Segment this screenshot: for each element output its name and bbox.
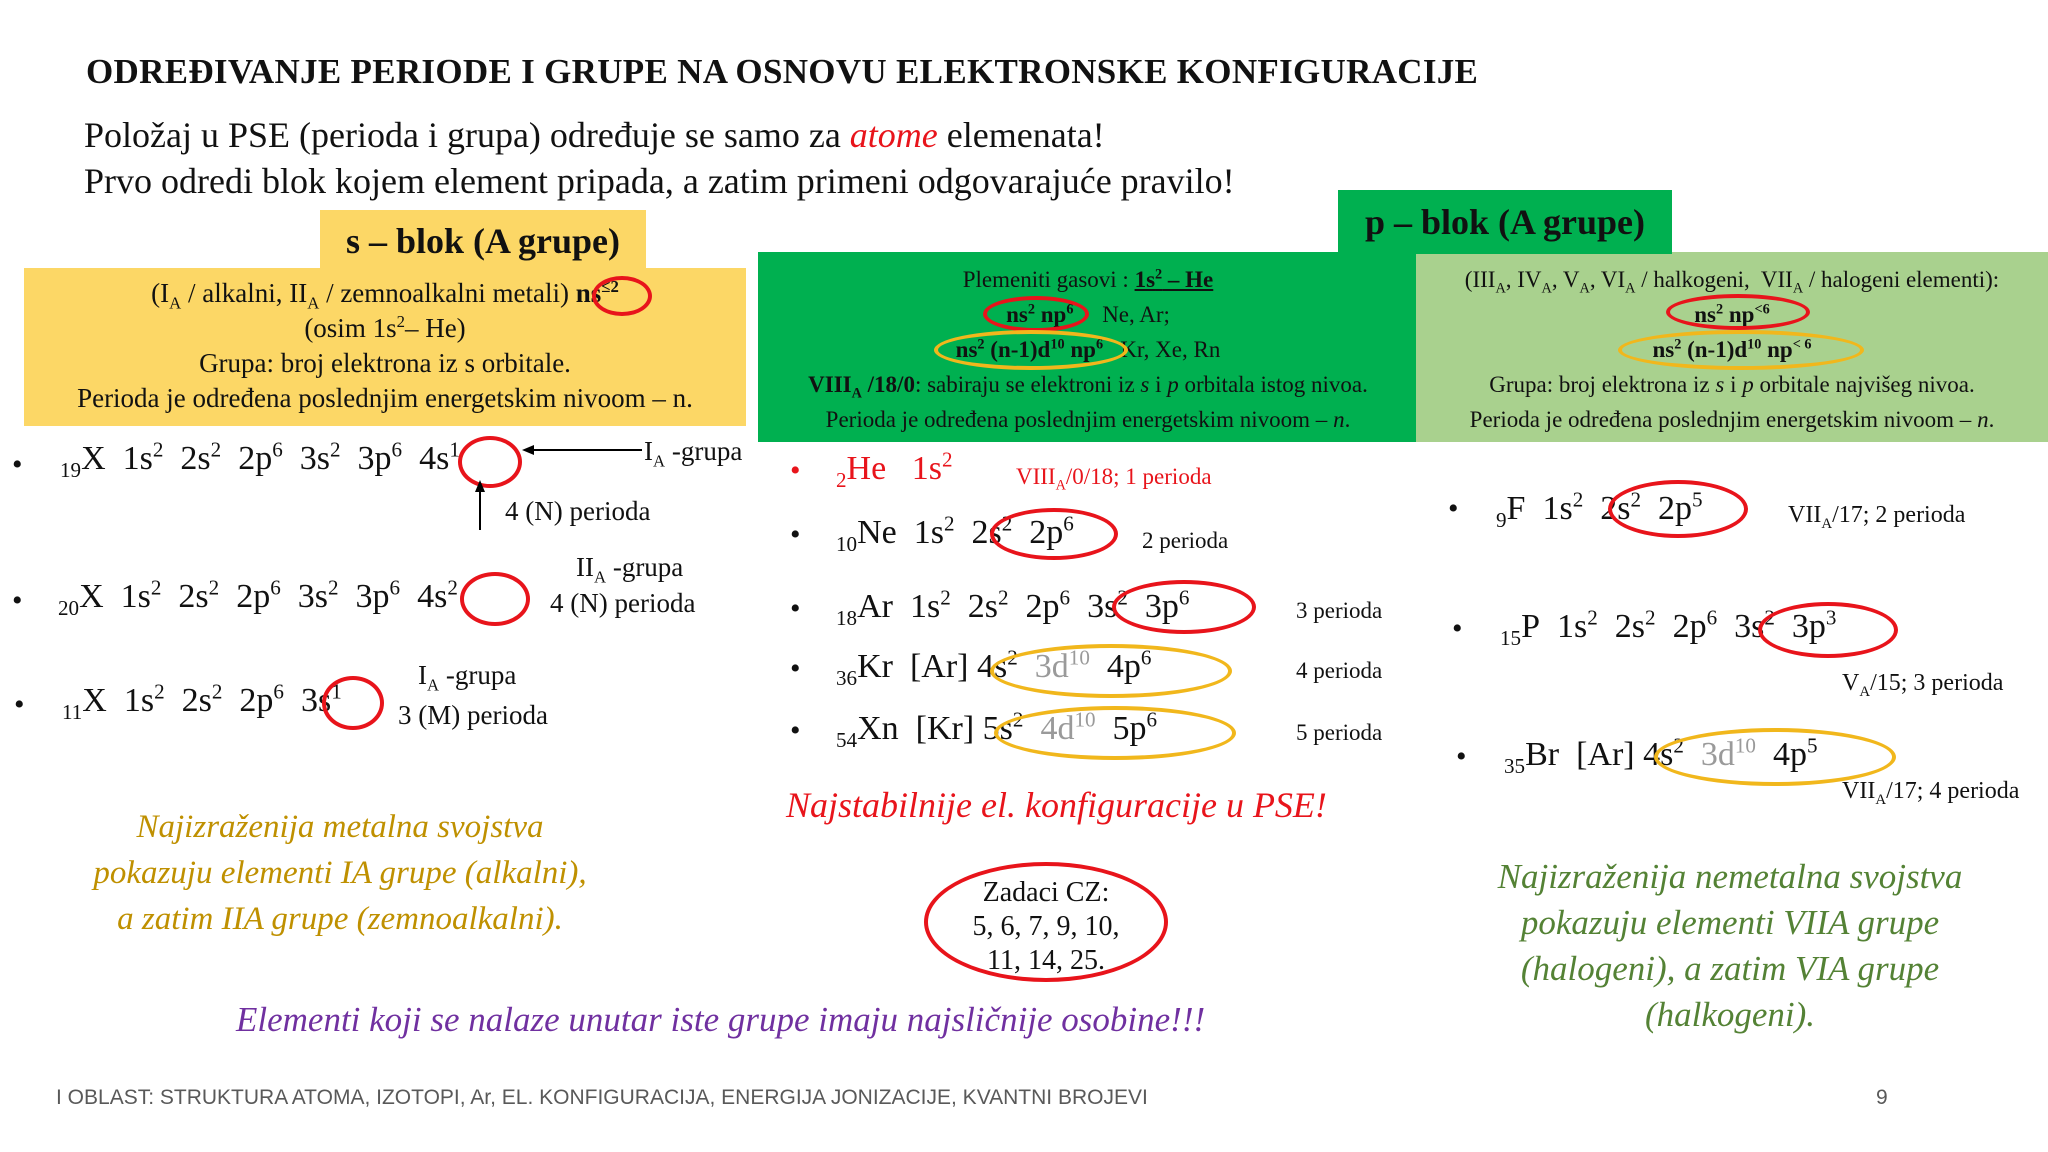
bullet: •: [790, 652, 801, 685]
s-block-header: s – blok (A grupe): [320, 210, 646, 272]
bullet: •: [12, 448, 23, 481]
noble-rule-4: $VIII_A$ /18/0: sabiraju se elektroni iz s i p orbitala istog nivoa.: [808, 372, 1368, 402]
config-11x: $_{11}$X $1s^2$ $2s^2$ $2p^6$ $3s^1$: [62, 679, 342, 724]
group-label: $I_A$ -grupa: [418, 660, 517, 695]
bullet: •: [1448, 492, 1459, 525]
period-label: 4 (N) perioda: [505, 496, 651, 526]
bullet: •: [14, 688, 25, 721]
he-note: $VIII_A/0/18$; 1 perioda: [1016, 464, 1212, 494]
intro-highlight-atoms: atome: [849, 115, 938, 155]
noble-rule-1: Plemeniti gasovi : $1s^2$ – He: [962, 266, 1214, 292]
bullet: •: [1456, 740, 1467, 773]
valence-circle: [990, 508, 1118, 560]
period-label: 4 perioda: [1296, 658, 1383, 683]
tasks-list: Zadaci CZ: 5, 6, 7, 9, 10, 11, 14, 25.: [972, 877, 1120, 976]
group-label: $II_A$ -grupa: [576, 552, 684, 587]
period-label: 2 perioda: [1142, 528, 1229, 553]
page-title: ODREĐIVANJE PERIODE I GRUPE NA OSNOVU ELEKTRONSKE KONFIGURACIJE: [86, 52, 1479, 91]
noble-rule-2: $ns^2$ $np^6$ Ne, Ar;: [1006, 301, 1170, 327]
period-label: 5 perioda: [1296, 720, 1383, 745]
p-block-header: p – blok (A grupe): [1338, 190, 1672, 254]
p-block-rule-4: Grupa: broj elektrona iz s i p orbitale najvišeg nivoa.: [1489, 372, 1975, 397]
metal-properties-note: Najizraženija metalna svojstva pokazuju elementi IA grupe (alkalni), a zatim IIA grupe (zemnoalkalni).: [93, 809, 587, 937]
config-ar: $_{18}$Ar $1s^2$ $2s^2$ $2p^6$ $3s^2$ $3p^6$: [836, 585, 1190, 630]
valence-circle: [1758, 602, 1898, 658]
bullet: •: [790, 592, 801, 625]
p-block-circle-red: [1666, 294, 1810, 330]
noble-rule-3: $ns^2$ $(n-1)d^{10}$ $np^6$ Kr, Xe, Rn: [955, 336, 1221, 362]
group-label: $I_A$ -grupa: [644, 436, 743, 471]
p-block-circle-yellow: [1618, 330, 1864, 370]
s-block-rule-4: Perioda je određena poslednjim energetskim nivoom – n.: [77, 383, 693, 413]
stable-config-note: Najstabilnije el. konfiguracije u PSE!: [786, 785, 1327, 825]
p-block-rule-5: Perioda je određena poslednjim energetskim nivoom – n.: [1469, 407, 1995, 432]
intro-text: Položaj u PSE (perioda i grupa) određuje se samo za: [84, 115, 850, 155]
period-label: 4 (N) perioda: [550, 588, 696, 618]
intro-line-2: Prvo odredi blok kojem element pripada, a zatim primeni odgovarajuće pravilo!: [84, 161, 1235, 201]
config-p: $_{15}$P $1s^2$ $2s^2$ $2p^6$ $3s^2$ $3p^3$: [1500, 605, 1837, 650]
s-block-rule-2: (osim $1s^2-$ He): [304, 312, 466, 343]
config-br: $_{35}$Br [Ar] $4s^2$ $3d^{10}$ $4p^5$: [1504, 733, 1818, 778]
valence-circle: [1608, 480, 1748, 538]
bullet: •: [790, 454, 801, 487]
p-note: $V_A/15$; 3 perioda: [1842, 670, 2004, 700]
noble-circle-yellow: [934, 330, 1128, 370]
config-ne: $_{10}$Ne $1s^2$ $2s^2$ $2p^6$: [836, 511, 1074, 556]
p-block-rule-3: $ns^2$ $(n-1)d^{10}$ $np^{< 6}$: [1652, 336, 1812, 362]
f-note: $VII_A/17$; 2 perioda: [1788, 502, 1966, 532]
bullet: •: [12, 584, 23, 617]
ns-circle: [592, 276, 652, 316]
br-note: $VII_A/17$; 4 perioda: [1842, 778, 2020, 808]
intro-line-1: [84, 114, 1105, 156]
page-number: 9: [1876, 1086, 1888, 1109]
p-block-rule-2: $ns^2$ $np^{<6}$: [1694, 301, 1770, 327]
noble-circle-red: [983, 296, 1089, 332]
valence-circle: [1112, 580, 1256, 634]
config-20x: $_{20}$X $1s^2$ $2s^2$ $2p^6$ $3s^2$ $3p^6$ $4s^2$: [58, 575, 458, 620]
valence-circle: [990, 644, 1232, 698]
intro-text-end: elemenata!: [937, 115, 1105, 155]
bullet: •: [790, 714, 801, 747]
config-f: $_9$F $1s^2$ $2s^2$ $2p^5$: [1496, 487, 1703, 532]
p-block-rule-1: ($III_A$, $IV_A$, $V_A$, $VI_A$ / halkogeni, $VII_A$ / halogeni elementi):: [1464, 267, 2000, 297]
s-block-rule-3: Grupa: broj elektrona iz s orbitale.: [199, 348, 571, 378]
valence-circle: [460, 572, 530, 626]
bullet: •: [790, 518, 801, 551]
nonmetal-properties-note: Najizraženija nemetalna svojstva pokazuju elementi VIIA grupe (halogeni), a zatim VIA grupe (halkogeni).: [1497, 857, 1963, 1034]
bullet: •: [1452, 612, 1463, 645]
valence-circle: [322, 676, 384, 730]
config-he: $_2$He $1s^2$: [836, 447, 953, 492]
valence-circle: [994, 706, 1236, 760]
s-block-rule-1: ($I_A$ / alkalni, $II_A$ / zemnoalkalni metali) $ns^{\le 2}$: [151, 277, 619, 313]
noble-rule-5: Perioda je određena poslednjim energetskim nivoom – n.: [825, 407, 1351, 432]
config-xn: $_{54}$Xn [Kr] $5s^2$ $4d^{10}$ $5p^6$: [836, 707, 1158, 752]
conclusion-note: Elementi koji se nalaze unutar iste grupe imaju najsličnije osobine!!!: [236, 1000, 1206, 1039]
period-label: 3 perioda: [1296, 598, 1383, 623]
config-19x: $_{19}$X $1s^2$ $2s^2$ $2p^6$ $3s^2$ $3p^6$ $4s^1$: [60, 437, 460, 482]
config-kr: $_{36}$Kr [Ar] $4s^2$ $3d^{10}$ $4p^6$: [836, 645, 1152, 690]
period-label: 3 (M) perioda: [398, 700, 548, 730]
slide-footer: I OBLAST: STRUKTURA ATOMA, IZOTOPI, Ar, EL. KONFIGURACIJA, ENERGIJA JONIZACIJE, KVANTNI BROJEVI: [56, 1086, 1148, 1109]
